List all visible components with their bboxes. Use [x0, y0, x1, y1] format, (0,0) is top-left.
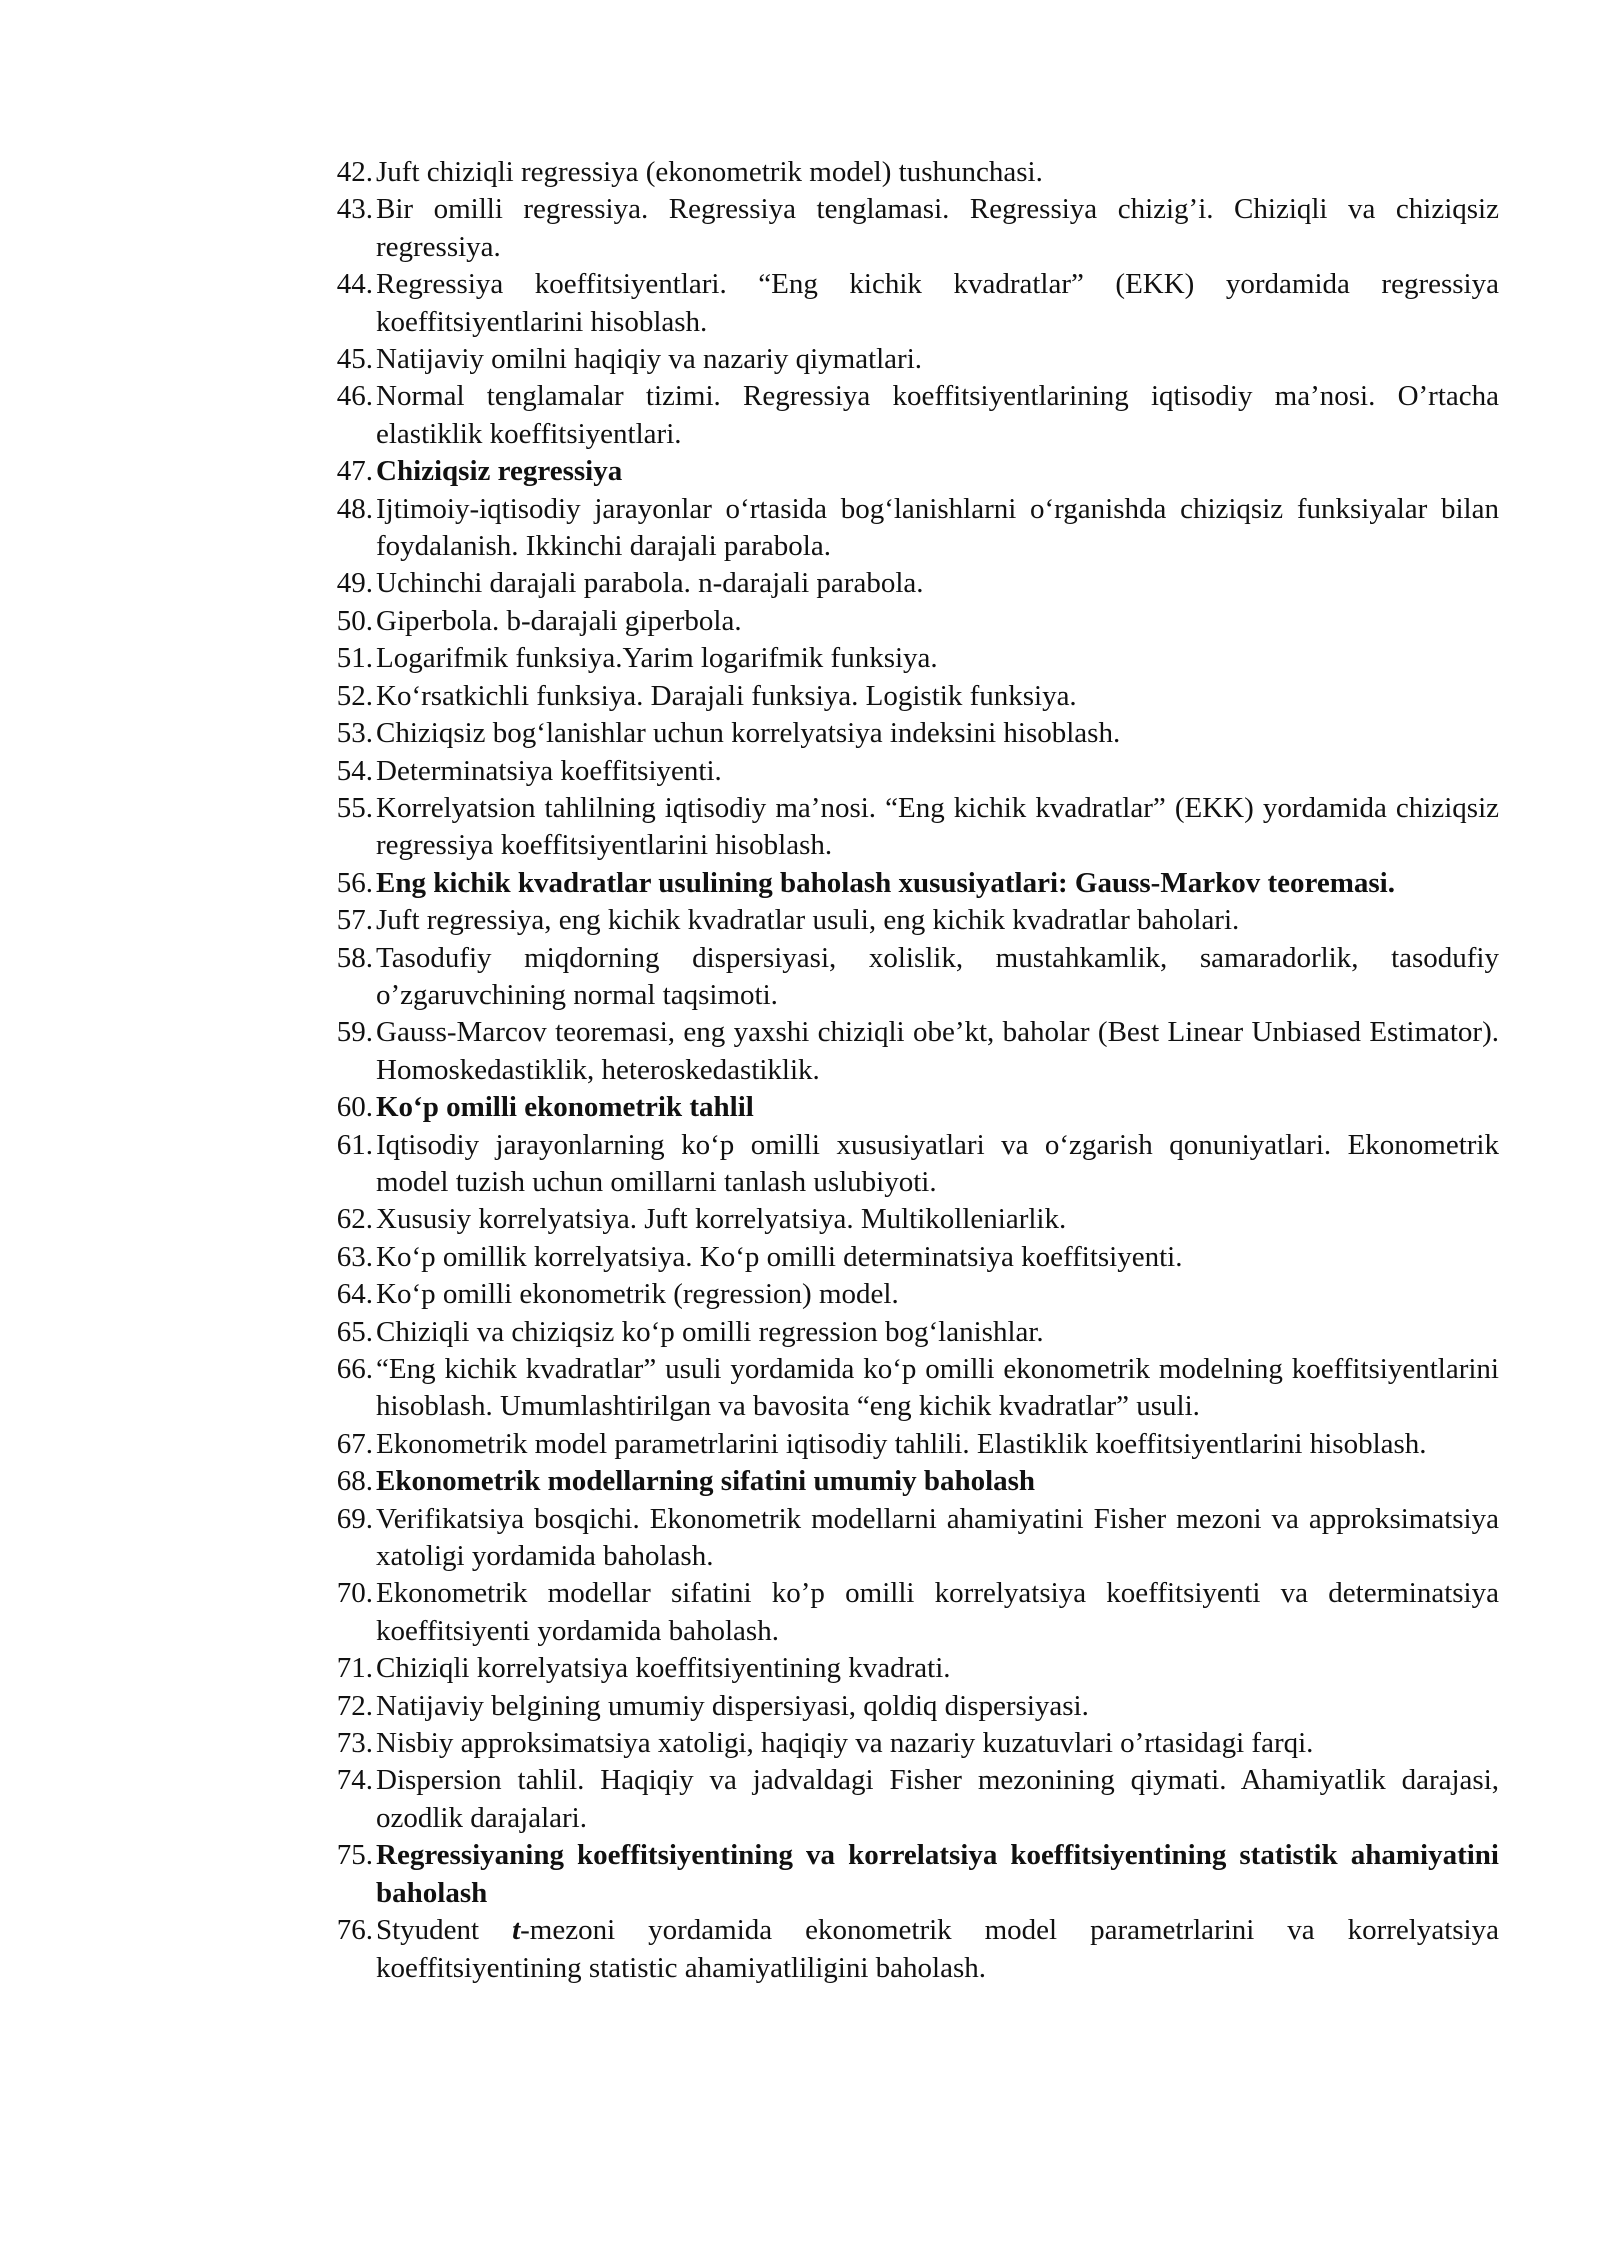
- item-number: 71.: [336, 1652, 373, 1685]
- item-text: Regressiyaning koeffitsiyentining va korrelatsiya koeffitsiyentining statistik ahamiyatini baholash: [376, 1839, 1499, 1909]
- list-item: [323, 715, 1499, 752]
- list-item: [323, 753, 1499, 790]
- list-item: [323, 266, 1499, 341]
- item-number: 56.: [336, 866, 373, 899]
- item-number: 53.: [336, 717, 373, 750]
- section-heading-item: [323, 1837, 1499, 1912]
- item-text: Giperbola. b-darajali giperbola.: [376, 604, 742, 637]
- item-number: 55.: [336, 791, 373, 824]
- item-text: Tasodufiy miqdorning dispersiyasi, xolislik, mustahkamlik, samaradorlik, tasodufiy o’zgaruvchining normal taqsimoti.: [376, 941, 1499, 1011]
- item-number: 46.: [336, 380, 373, 413]
- item-text: Bir omilli regressiya. Regressiya tenglamasi. Regressiya chizig’i. Chiziqli va chiziqsiz regressiya.: [376, 193, 1499, 263]
- item-number: 72.: [336, 1689, 373, 1722]
- item-text: Ko‘rsatkichli funksiya. Darajali funksiya. Logistik funksiya.: [376, 679, 1077, 712]
- item-text: Korrelyatsion tahlilning iqtisodiy ma’nosi. “Eng kichik kvadratlar” (EKK) yordamida chiziqsiz regressiya koeffitsiyentlarini hisoblash.: [376, 791, 1499, 862]
- item-number: 48.: [336, 492, 373, 525]
- item-text: Natijaviy belgining umumiy dispersiyasi, qoldiq dispersiyasi.: [376, 1689, 1089, 1722]
- item-number: 50.: [336, 604, 373, 637]
- item-text: Verifikatsiya bosqichi. Ekonometrik modellarni ahamiyatini Fisher mezoni va approksimatsiya xatoligi yordamida baholash.: [376, 1502, 1499, 1573]
- item-number: 68.: [336, 1465, 373, 1498]
- item-number: 43.: [336, 193, 373, 226]
- item-number: 61.: [336, 1128, 373, 1161]
- list-item: [323, 1351, 1499, 1426]
- list-item: [323, 378, 1499, 453]
- item-text: Normal tenglamalar tizimi. Regressiya koeffitsiyentlarining iqtisodiy ma’nosi. O’rtacha elastiklik koeffitsiyentlari.: [376, 380, 1499, 450]
- item-number: 74.: [336, 1764, 373, 1797]
- list-item: [323, 1314, 1499, 1351]
- list-item: [323, 678, 1499, 715]
- item-number: 64.: [336, 1278, 373, 1311]
- item-number: 60.: [336, 1091, 373, 1124]
- list-item: [323, 1575, 1499, 1650]
- item-number: 69.: [336, 1502, 373, 1535]
- list-item: [323, 1239, 1499, 1276]
- topic-list: [323, 154, 1499, 1987]
- list-item: [323, 154, 1499, 191]
- item-text: Eng kichik kvadratlar usulining baholash xususiyatlari: Gauss-Markov teoremasi.: [376, 866, 1395, 899]
- item-text: Nisbiy approksimatsiya xatoligi, haqiqiy va nazariy kuzatuvlari o’rtasidagi farqi.: [376, 1727, 1314, 1760]
- item-text: “Eng kichik kvadratlar” usuli yordamida ko‘p omilli ekonometrik modelning koeffitsiyentlarini hisoblash. Umumlashtirilgan va bavosita “eng kichik kvadratlar” usuli.: [376, 1353, 1499, 1423]
- list-item: [323, 1014, 1499, 1089]
- item-text: Determinatsiya koeffitsiyenti.: [376, 754, 722, 787]
- list-item: [323, 1426, 1499, 1463]
- item-text: Ekonometrik modellarning sifatini umumiy baholash: [376, 1465, 1036, 1498]
- item-text: Chiziqsiz bog‘lanishlar uchun korrelyatsiya indeksini hisoblash.: [376, 717, 1121, 750]
- list-item: [323, 1201, 1499, 1238]
- section-heading-item: [323, 453, 1499, 490]
- item-text: Xususiy korrelyatsiya. Juft korrelyatsiya. Multikolleniarlik.: [376, 1203, 1067, 1236]
- item-text: Juft regressiya, eng kichik kvadratlar usuli, eng kichik kvadratlar baholari.: [376, 904, 1240, 937]
- item-text: Ko‘p omillik korrelyatsiya. Ko‘p omilli determinatsiya koeffitsiyenti.: [376, 1240, 1183, 1273]
- list-item: [323, 1688, 1499, 1725]
- item-text: Ijtimoiy-iqtisodiy jarayonlar o‘rtasida bog‘lanishlarni o‘rganishda chiziqsiz funksiyalar bilan foydalanish. Ikkinchi darajali parabola.: [376, 492, 1499, 563]
- item-number: 66.: [336, 1353, 373, 1385]
- list-item: [323, 603, 1499, 640]
- item-number: 58.: [336, 941, 373, 974]
- item-text: Ekonometrik modellar sifatini ko’p omilli korrelyatsiya koeffitsiyenti va determinatsiya koeffitsiyenti yordamida baholash.: [376, 1577, 1499, 1647]
- item-text: Juft chiziqli regressiya (ekonometrik model) tushunchasi.: [376, 156, 1043, 188]
- item-text-part: -mezoni yordamida ekonometrik model parametrlarini va korrelyatsiya koeffitsiyentining statistic ahamiyatliligini baholash.: [376, 1914, 1499, 1984]
- item-number: 42.: [336, 156, 373, 188]
- item-text: Dispersion tahlil. Haqiqiy va jadvaldagi Fisher mezonining qiymati. Ahamiyatlik darajasi, ozodlik darajalari.: [376, 1764, 1499, 1834]
- section-heading-item: [323, 865, 1499, 902]
- list-item: [323, 790, 1499, 865]
- item-number: 70.: [336, 1577, 373, 1610]
- item-number: 47.: [336, 455, 373, 488]
- item-number: 51.: [336, 642, 373, 675]
- item-text: Chiziqli korrelyatsiya koeffitsiyentining kvadrati.: [376, 1652, 951, 1685]
- item-text-emphasis: t: [512, 1914, 521, 1947]
- item-text: Chiziqsiz regressiya: [376, 455, 623, 488]
- list-item: [323, 1276, 1499, 1313]
- list-item: [323, 1501, 1499, 1576]
- item-text: Natijaviy omilni haqiqiy va nazariy qiymatlari.: [376, 343, 923, 376]
- list-item: [323, 902, 1499, 939]
- item-text: Uchinchi darajali parabola. n-darajali parabola.: [376, 567, 924, 600]
- item-number: 62.: [336, 1203, 373, 1236]
- item-text-part: Styudent: [376, 1914, 513, 1947]
- item-text: Gauss-Marcov teoremasi, eng yaxshi chiziqli obe’kt, baholar (Best Linear Unbiased Estimator). Homoskedastiklik, heteroskedastiklik.: [376, 1016, 1499, 1086]
- item-number: 52.: [336, 679, 373, 712]
- item-text: [373, 1912, 1499, 1987]
- list-item: [323, 491, 1499, 566]
- list-item: [323, 1650, 1499, 1687]
- item-text: Regressiya koeffitsiyentlari. “Eng kichik kvadratlar” (EKK) yordamida regressiya koeffitsiyentlarini hisoblash.: [376, 268, 1499, 338]
- item-number: 45.: [336, 343, 373, 376]
- list-item: [323, 640, 1499, 677]
- item-text: Iqtisodiy jarayonlarning ko‘p omilli xususiyatlari va o‘zgarish qonuniyatlari. Ekonometrik model tuzish uchun omillarni tanlash uslubiyoti.: [376, 1128, 1499, 1198]
- item-number: 49.: [336, 567, 373, 600]
- item-text: Ko‘p omilli ekonometrik tahlil: [376, 1091, 754, 1124]
- item-number: 73.: [336, 1727, 373, 1760]
- item-number: 44.: [336, 268, 373, 301]
- item-number: 54.: [336, 754, 373, 787]
- list-item: [323, 1762, 1499, 1837]
- list-item: [323, 1127, 1499, 1202]
- section-heading-item: [323, 1463, 1499, 1500]
- list-item: [323, 1912, 1499, 1987]
- list-item: [323, 1725, 1499, 1762]
- item-number: 59.: [336, 1016, 373, 1049]
- list-item: [323, 565, 1499, 602]
- list-item: [323, 940, 1499, 1015]
- item-number: 63.: [336, 1240, 373, 1273]
- list-item: [323, 341, 1499, 378]
- item-text: Logarifmik funksiya.Yarim logarifmik funksiya.: [376, 642, 938, 675]
- item-number: 57.: [336, 904, 373, 937]
- item-text: Chiziqli va chiziqsiz ko‘p omilli regression bog‘lanishlar.: [376, 1315, 1044, 1348]
- item-number: 65.: [336, 1315, 373, 1348]
- section-heading-item: [323, 1089, 1499, 1126]
- list-item: [323, 191, 1499, 266]
- item-number: 76.: [336, 1914, 373, 1947]
- item-number: 67.: [336, 1427, 373, 1460]
- item-text: Ekonometrik model parametrlarini iqtisodiy tahlili. Elastiklik koeffitsiyentlarini hisoblash.: [376, 1427, 1427, 1460]
- item-number: 75.: [336, 1839, 373, 1872]
- item-text: Ko‘p omilli ekonometrik (regression) model.: [376, 1278, 899, 1311]
